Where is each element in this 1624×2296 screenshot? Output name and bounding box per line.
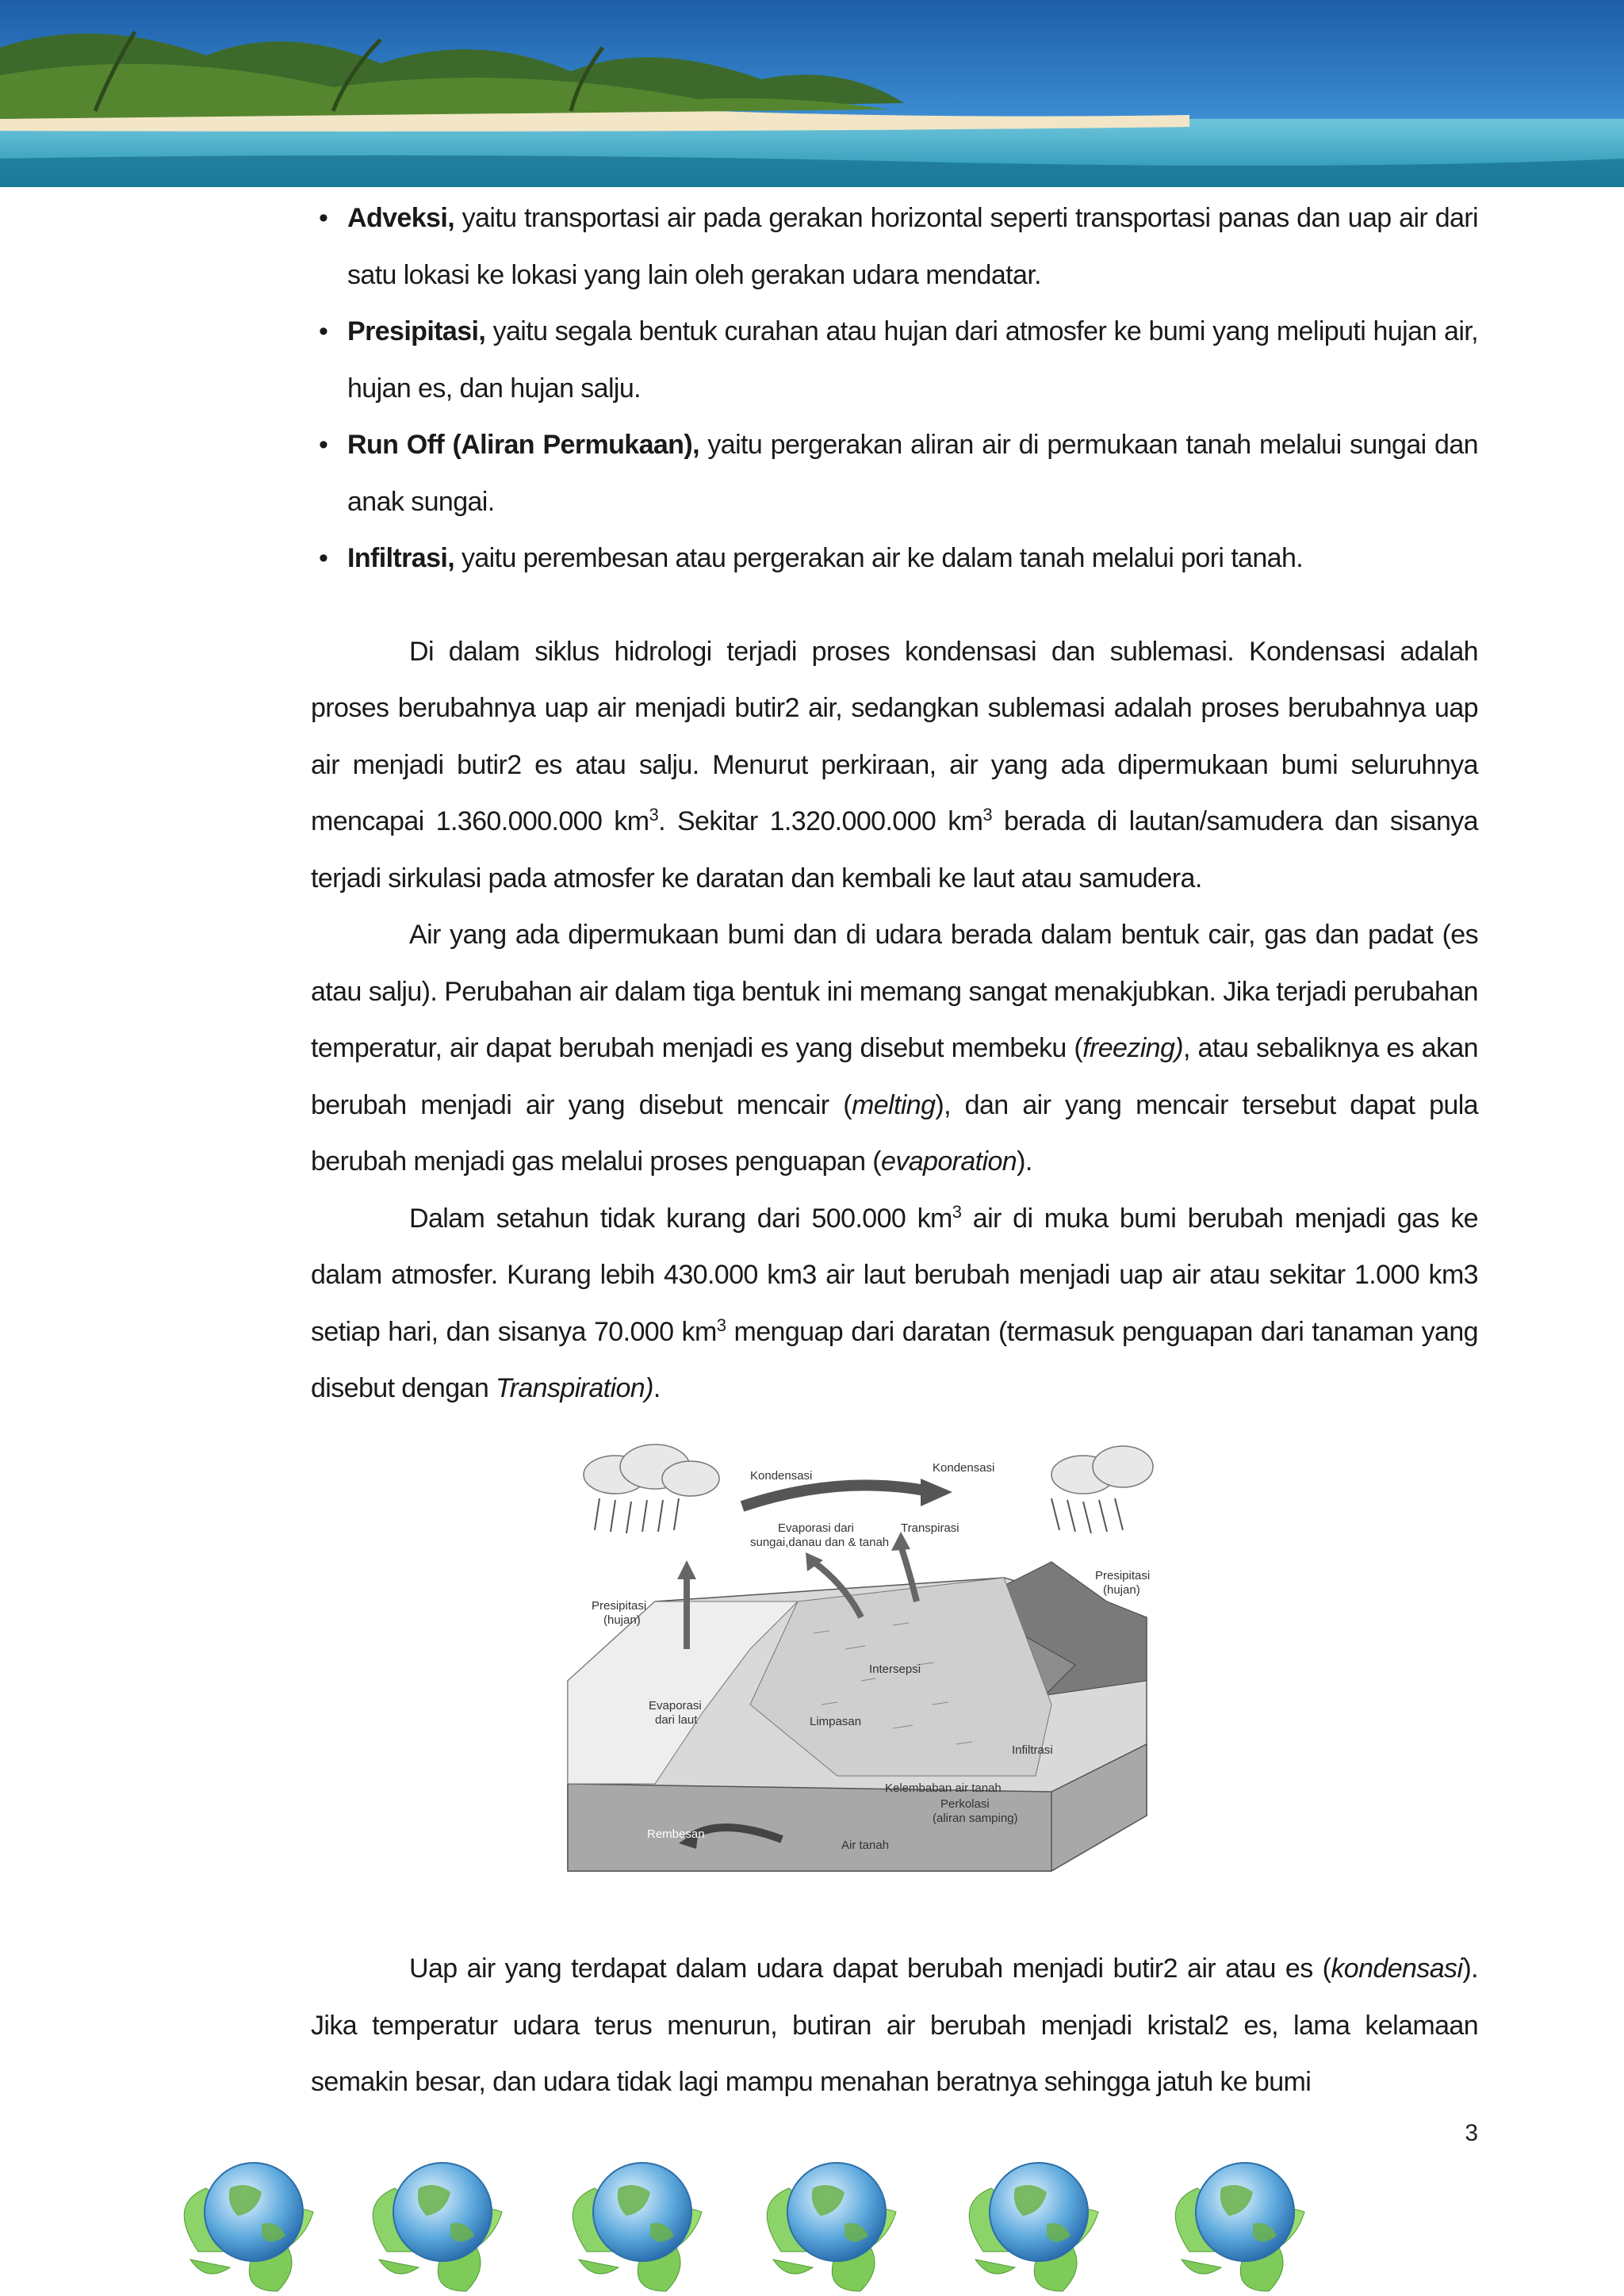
label-presipitasi: Presipitasi (1095, 1569, 1151, 1582)
term-label: Presipitasi, (347, 316, 486, 346)
bottom-content (311, 1941, 1478, 2111)
term-definition: yaitu segala bentuk curahan atau hujan dari atmosfer ke bumi yang meliputi hujan air, hujan es, dan hujan salju. (347, 316, 1478, 404)
list-item (311, 417, 1478, 530)
list-item (311, 190, 1478, 304)
label-limpasan: Limpasan (810, 1715, 862, 1728)
label-kondensasi: Kondensasi (933, 1461, 995, 1475)
label-infiltrasi: Infiltrasi (1012, 1743, 1053, 1757)
paragraph-kondensasi: Di dalam siklus hidrologi terjadi proses kondensasi dan sublemasi. Kondensasi adalah proses berubahnya uap air menjadi butir2 air, sedangkan sublemasi adalah proses berubahnya uap air menjadi butir2 es atau salju. Menurut perkiraan, air yang ada dipermukaan bumi seluruhnya mencapai 1.360.000.000 $km^3$. Sekitar 1.320.000.000 $km^3$ berada di lautan/samudera dan sisanya terjadi sirkulasi pada atmosfer ke daratan dan kembali ke laut atau samudera. (311, 636, 1478, 894)
label-rembesan: Rembesan (647, 1827, 705, 1841)
label-intersepsi: Intersepsi (869, 1663, 921, 1676)
paragraph-penguapan: Dalam setahun tidak kurang dari 500.000 $km^3$ air di muka bumi berubah menjadi gas ke dalam atmosfer. Kurang lebih 430.000 km3 air laut berubah menjadi uap air atau sekitar 1.000 km3 setiap hari, dan sisanya 70.000 $km^3$ menguap dari daratan (termasuk penguapan dari tanaman yang disebut dengan Transpiration). (311, 1201, 1478, 1403)
label-air-tanah: Air tanah (841, 1839, 890, 1852)
label-evaporasi-laut: Evaporasi (649, 1699, 702, 1712)
header-beach-banner (0, 0, 1624, 187)
term-label: Run Off (Aliran Permukaan), (347, 430, 699, 460)
term-definition: yaitu perembesan atau pergerakan air ke dalam tanah melalui pori tanah. (454, 543, 1304, 573)
main-content (311, 190, 1478, 1418)
label-perkolasi: Perkolasi (940, 1797, 990, 1811)
label-presipitasi: (hujan) (1103, 1583, 1140, 1597)
hydrologic-cycle-diagram (560, 1443, 1159, 1874)
label-presipitasi: (hujan) (603, 1613, 641, 1627)
label-perkolasi: (aliran samping) (933, 1812, 1018, 1825)
term-definition: yaitu pergerakan aliran air di permukaan tanah melalui sungai dan anak sungai. (347, 430, 1478, 517)
label-presipitasi: Presipitasi (592, 1599, 647, 1613)
paragraph-perubahan-air: Air yang ada dipermukaan bumi dan di udara berada dalam bentuk cair, gas dan padat (es atau salju). Perubahan air dalam tiga bentuk ini memang sangat menakjubkan. Jika terjadi perubahan temperatur, air dapat berubah menjadi es yang disebut membeku (freezing), atau sebaliknya es akan berubah menjadi air yang disebut mencair (melting), dan air yang mencair tersebut dapat pula berubah menjadi gas melalui proses penguapan (evaporation). (311, 920, 1478, 1177)
list-item (311, 530, 1478, 587)
term-definition: yaitu transportasi air pada gerakan horizontal seperti transportasi panas dan uap air dari satu lokasi ke lokasi yang lain oleh gerakan udara mendatar. (347, 203, 1478, 290)
footer-globe-decoration (0, 2093, 1624, 2296)
term-label: Infiltrasi, (347, 543, 455, 573)
term-label: Adveksi, (347, 203, 455, 233)
label-evaporasi-laut: dari laut (655, 1713, 698, 1727)
list-item (311, 304, 1478, 417)
definition-list (311, 190, 1478, 587)
label-transpirasi: Transpirasi (901, 1521, 959, 1535)
paragraph-uap-air: Uap air yang terdapat dalam udara dapat berubah menjadi butir2 air atau es (kondensasi). Jika temperatur udara terus menurun, butiran air berubah menjadi kristal2 es, lama kelamaan semakin besar, dan udara tidak lagi mampu menahan beratnya sehingga jatuh ke bumi (311, 1954, 1478, 2097)
page-number: 3 (1465, 2120, 1478, 2146)
globe-icon (184, 2163, 313, 2291)
label-kelembaban: Kelembaban air tanah (885, 1781, 1002, 1795)
label-evaporasi-sungai: Evaporasi dari (778, 1521, 854, 1535)
label-evaporasi-sungai: sungai,danau dan & tanah (750, 1536, 890, 1549)
label-kondensasi: Kondensasi (750, 1469, 813, 1483)
